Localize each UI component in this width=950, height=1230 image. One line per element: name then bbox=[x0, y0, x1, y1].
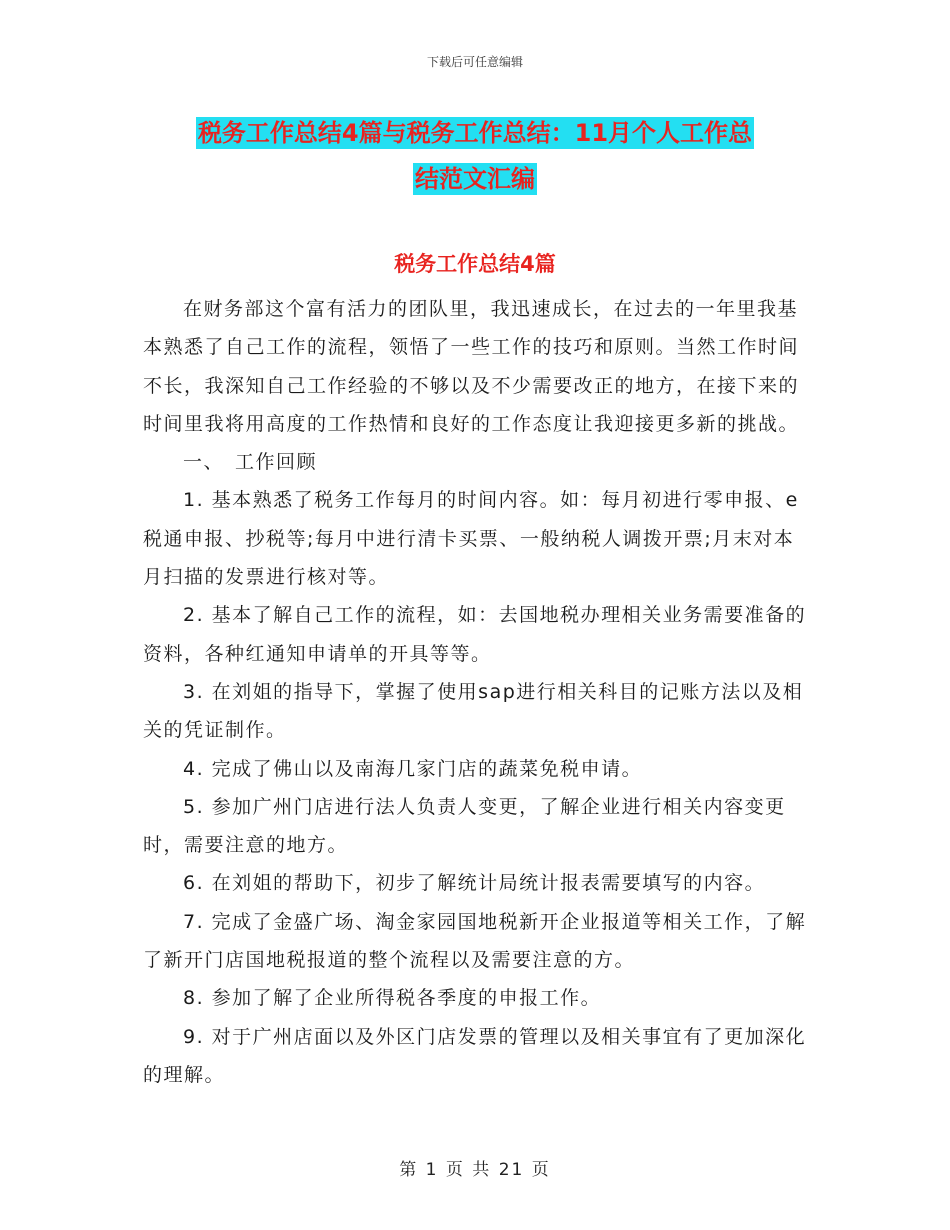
title-line-2: 结范文汇编 bbox=[415, 165, 535, 193]
list-item: 6. 在刘姐的帮助下，初步了解统计局统计报表需要填写的内容。 bbox=[183, 872, 766, 895]
list-item: 5. 参加广州门店进行法人负责人变更，了解企业进行相关内容变更时，需要注意的地方。 bbox=[143, 795, 786, 857]
list-item: 9. 对于广州店面以及外区门店发票的管理以及相关事宜有了更加深化的理解。 bbox=[143, 1025, 807, 1086]
list-item: 3. 在刘姐的指导下，掌握了使用sap进行相关科目的记账方法以及相关的凭证制作。 bbox=[143, 680, 804, 742]
document-body bbox=[143, 290, 813, 1094]
intro-paragraph: 在财务部这个富有活力的团队里，我迅速成长，在过去的一年里我基本熟悉了自己工作的流程，领悟了一些工作的技巧和原则。当然工作时间不长，我深知自己工作经验的不够以及不少需要改正的地方，在接下来的时间里我将用高度的工作热情和良好的工作态度让我迎接更多新的挑战。 bbox=[143, 298, 800, 435]
list-item: 4. 完成了佛山以及南海几家门店的蔬菜免税申请。 bbox=[183, 757, 643, 780]
section-heading-work-review: 一、 工作回顾 bbox=[183, 451, 318, 474]
list-item: 7. 完成了金盛广场、淘金家园国地税新开企业报道等相关工作，了解了新开门店国地税报道的整个流程以及需要注意的方。 bbox=[143, 910, 807, 972]
header-note: 下载后可任意编辑 bbox=[426, 55, 523, 69]
list-item: 1. 基本熟悉了税务工作每月的时间内容。如：每月初进行零申报、e税通申报、抄税等;每月中进行清卡买票、一般纳税人调拨开票;月末对本月扫描的发票进行核对等。 bbox=[143, 489, 799, 589]
list-item: 8. 参加了解了企业所得税各季度的申报工作。 bbox=[183, 987, 602, 1010]
list-item: 2. 基本了解自己工作的流程，如：去国地税办理相关业务需要准备的资料，各种红通知申请单的开具等等。 bbox=[143, 604, 807, 665]
document-title bbox=[0, 110, 950, 202]
page-footer: 第 1 页 共 21 页 bbox=[399, 1160, 551, 1180]
title-line-1: 税务工作总结4篇与税务工作总结：11月个人工作总 bbox=[197, 119, 753, 147]
section-title: 税务工作总结4篇 bbox=[394, 252, 556, 276]
